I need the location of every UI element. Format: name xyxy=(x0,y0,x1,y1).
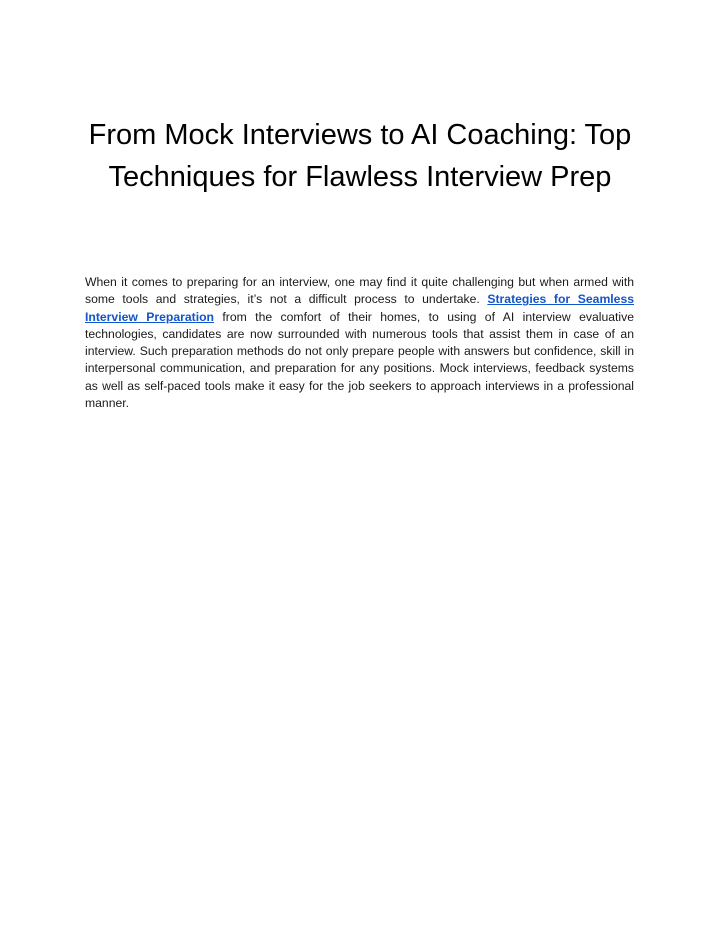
paragraph-text-before-link: When it comes to preparing for an interview, one may find it quite challenging but when armed with some tools and strategies, it’s not a difficult process to undertake. xyxy=(85,275,634,307)
intro-paragraph xyxy=(85,274,634,412)
strategies-link[interactable]: Strategies for Seamless Interview Preparation xyxy=(85,292,634,324)
document-title: From Mock Interviews to AI Coaching: Top Techniques for Flawless Interview Prep xyxy=(88,119,632,193)
paragraph-text-after-link: from the comfort of their homes, to using of AI interview evaluative technologies, candidates are now surrounded with numerous tools that assist them in case of an interview. Such preparation methods do not only prepare people with answers but confidence, skill in interpersonal communication, and preparation for any positions. Mock interviews, feedback systems as well as self-paced tools make it easy for the job seekers to approach interviews in a professional manner. xyxy=(85,309,634,411)
